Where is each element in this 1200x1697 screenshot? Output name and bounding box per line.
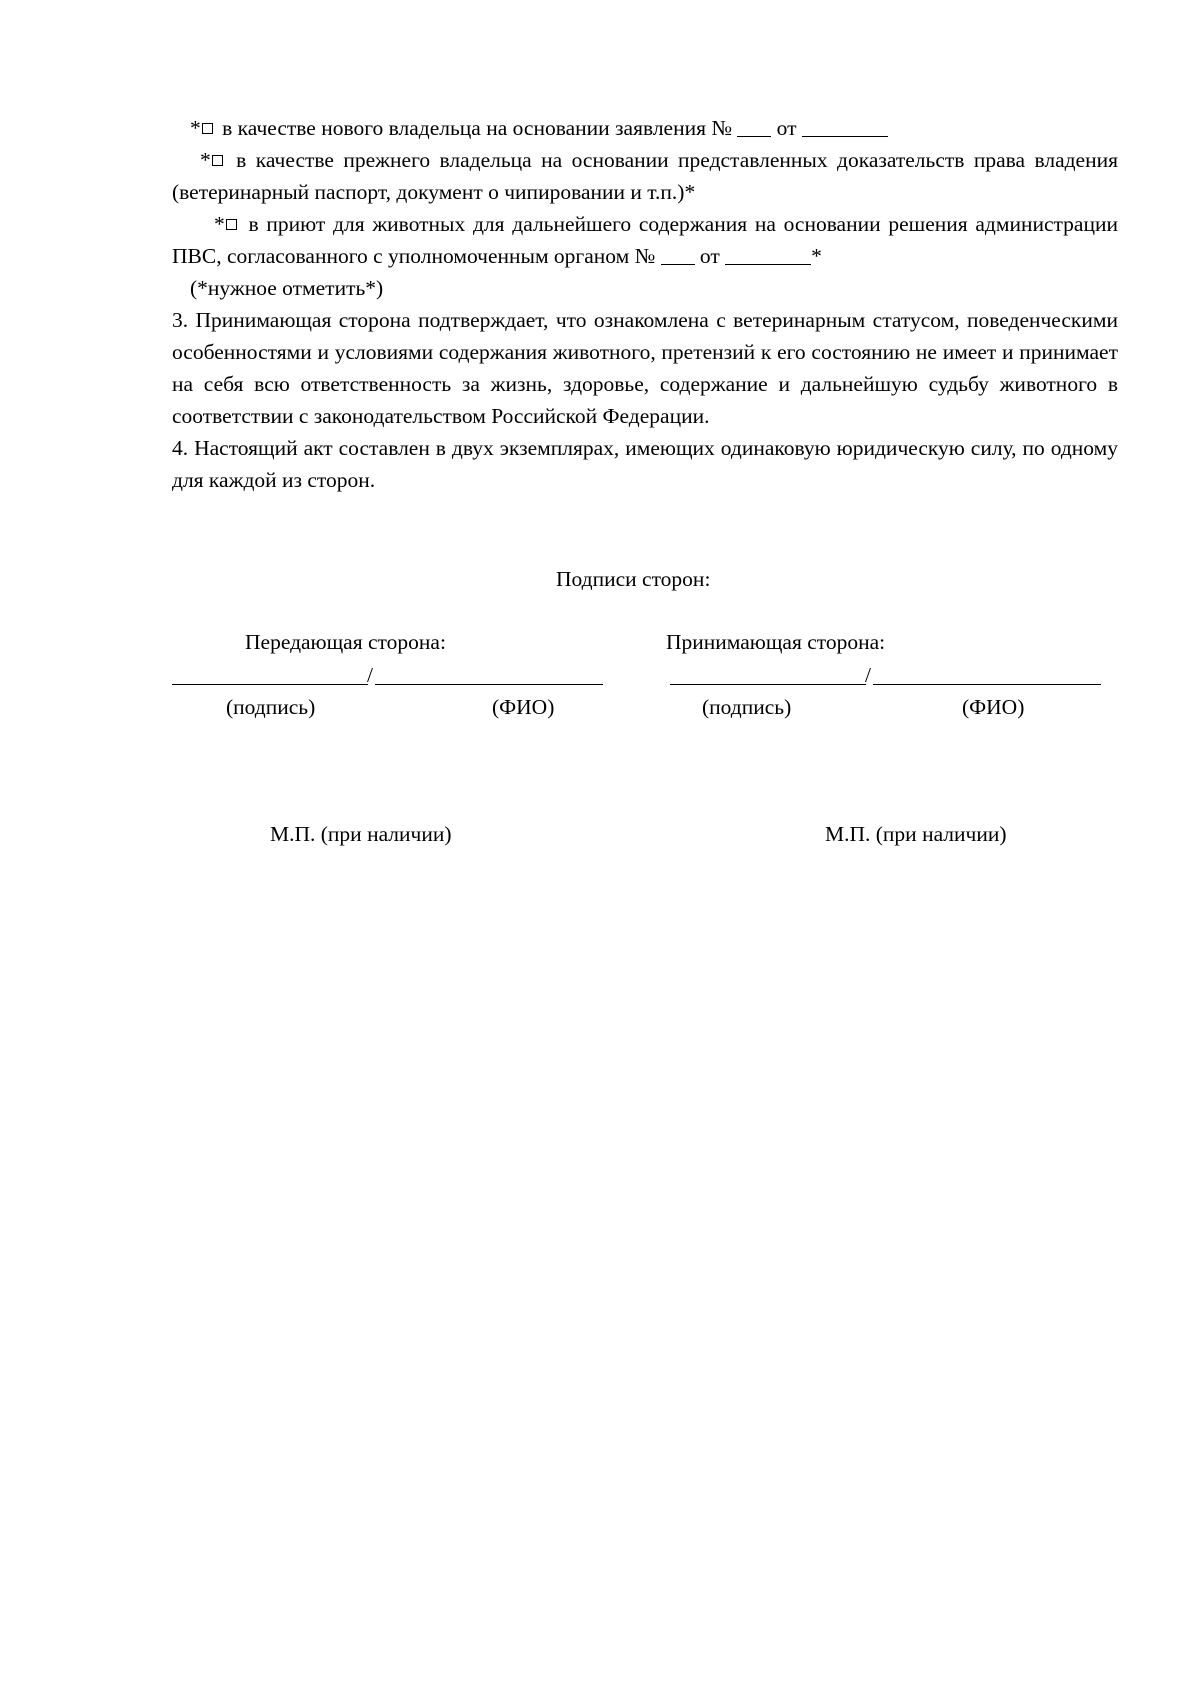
application-date-blank [802, 118, 888, 137]
option-star: * [190, 116, 201, 140]
option-shelter-text: в приют для животных для дальнейшего содержания на основании решения администрации ПВС, согласованного с уполномоченным органом № [172, 212, 1118, 268]
receiving-name-line[interactable] [873, 684, 1101, 685]
transferring-separator: / [367, 663, 373, 687]
receiving-signature-label: (подпись) [702, 695, 792, 719]
selection-note: (*нужное отметить*) [190, 276, 384, 300]
transferring-signature-line[interactable] [172, 684, 368, 685]
option-star: * [214, 212, 225, 236]
option-previous-owner-text: в качестве прежнего владельца на основании представленных доказательств права владения (ветеринарный паспорт, документ о чипировании и т.п.)* [172, 148, 1118, 204]
decision-date-blank [725, 246, 811, 265]
transferring-party-title: Передающая сторона: [245, 630, 446, 654]
transferring-signature-label: (подпись) [226, 695, 316, 719]
option-star: * [200, 148, 211, 172]
checkbox-new-owner[interactable] [202, 123, 213, 134]
receiving-stamp: М.П. (при наличии) [825, 822, 1007, 846]
option-shelter-tail: * [811, 244, 822, 268]
checkbox-previous-owner[interactable] [212, 155, 223, 166]
checkbox-shelter[interactable] [226, 219, 237, 230]
decision-number-blank [661, 246, 695, 265]
option-new-owner-from: от [776, 116, 797, 140]
receiving-signature-line[interactable] [670, 684, 866, 685]
option-previous-owner [172, 144, 1118, 208]
option-shelter [172, 208, 1118, 272]
option-shelter-from: от [699, 244, 720, 268]
clause-3: 3. Принимающая сторона подтверждает, что ознакомлена с ветеринарным статусом, поведенческими особенностями и условиями содержания животного, претензий к его состоянию не имеет и принимает на себя всю ответственность за жизнь, здоровье, содержание и дальнейшую судьбу животного в соответствии с законодательством Российской Федерации. [172, 308, 1118, 428]
option-new-owner-text: в качестве нового владельца на основании заявления № [222, 116, 732, 140]
document-body [172, 112, 1118, 496]
receiving-separator: / [865, 663, 871, 687]
transferring-stamp: М.П. (при наличии) [270, 822, 452, 846]
receiving-name-label: (ФИО) [962, 695, 1025, 719]
transferring-name-line[interactable] [375, 684, 603, 685]
option-new-owner [172, 112, 1118, 144]
receiving-party-title: Принимающая сторона: [666, 630, 886, 654]
clause-4: 4. Настоящий акт составлен в двух экземплярах, имеющих одинаковую юридическую силу, по одному для каждой из сторон. [172, 436, 1118, 492]
application-number-blank [737, 118, 771, 137]
transferring-name-label: (ФИО) [492, 695, 555, 719]
signatures-heading: Подписи сторон: [556, 567, 711, 591]
